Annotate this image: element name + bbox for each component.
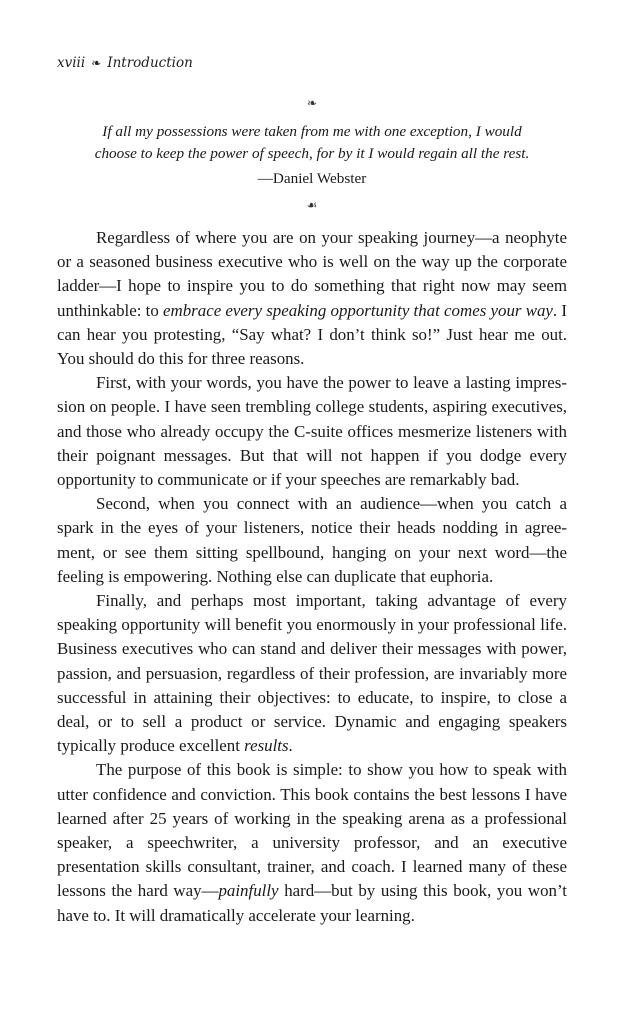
section-title: Introduction (107, 55, 193, 71)
paragraph-text: Regardless of where you are on your speaking journey—a neophyte or a seasoned business executive who is well on the way up the corporate ladder—I hope to inspire you to do something that right now may seem unthinkable: to (57, 228, 567, 320)
paragraph (57, 758, 567, 927)
emphasis-text: results (244, 736, 289, 756)
epigraph-line: choose to keep the power of speech, for by it I would regain all the rest. (94, 145, 530, 162)
bottom-ornament-icon: ☙ (306, 198, 318, 212)
epigraph-attribution: —Daniel Webster (257, 170, 367, 187)
folio: xviii (57, 55, 86, 71)
body-text (57, 226, 567, 928)
paragraph-text: . I can hear you protesting, “Say what? I don’t think so!” Just hear me out. You should do this for three reasons. (57, 300, 567, 369)
paragraph: First, with your words, you have the power to leave a lasting impression on people. I have seen trembling college students, aspiring executives, and those who already occupy the C-suite offices mesmerize listeners with their poignant messages. But that will not happen if you dodge every opportunity to communicate or if your speeches are remarkably bad. (57, 373, 567, 490)
paragraph-text: Finally, and perhaps most important, taking advantage of every speaking opportunity will benefit you enormously in your professional life. Business executives who can stand and deliver their messages with power, passion, and persuasion, regardless of their profession, are invariably more successful in attaining their objectives: to educate, to inspire, to close a deal, or to sell a product or service. Dynamic and engaging speakers typically produce excellent (57, 591, 567, 756)
emphasis-text: embrace every speaking opportunity that comes your way (163, 300, 553, 320)
epigraph-quote (60, 121, 564, 165)
paragraph-text: hard—but by using this book, you won’t have to. It will dramatically accelerate your learning. (57, 881, 567, 925)
paragraph-text: The purpose of this book is simple: to show you how to speak with utter confidence and conviction. This book contains the best lessons I have learned after 25 years of working in the speaking arena as a professional speaker, a speechwriter, a university professor, and an executive presentation skills consultant, trainer, and coach. I learned many of these lessons the hard way— (57, 760, 567, 901)
paragraph (57, 226, 567, 371)
emphasis-text: painfully (218, 881, 279, 901)
running-head (57, 55, 193, 71)
top-ornament-icon: ❧ (306, 96, 318, 110)
fleuron-icon: ❧ (91, 56, 102, 70)
paragraph (57, 589, 567, 758)
epigraph-line: If all my possessions were taken from me with one exception, I would (102, 123, 522, 140)
paragraph: Second, when you connect with an audience—when you catch a spark in the eyes of your listeners, notice their heads nodding in agreement, or see them sitting spellbound, hanging on your next word—the feeling is empowering. Nothing else can duplicate that euphoria. (57, 494, 567, 586)
paragraph-text: . (288, 736, 293, 756)
